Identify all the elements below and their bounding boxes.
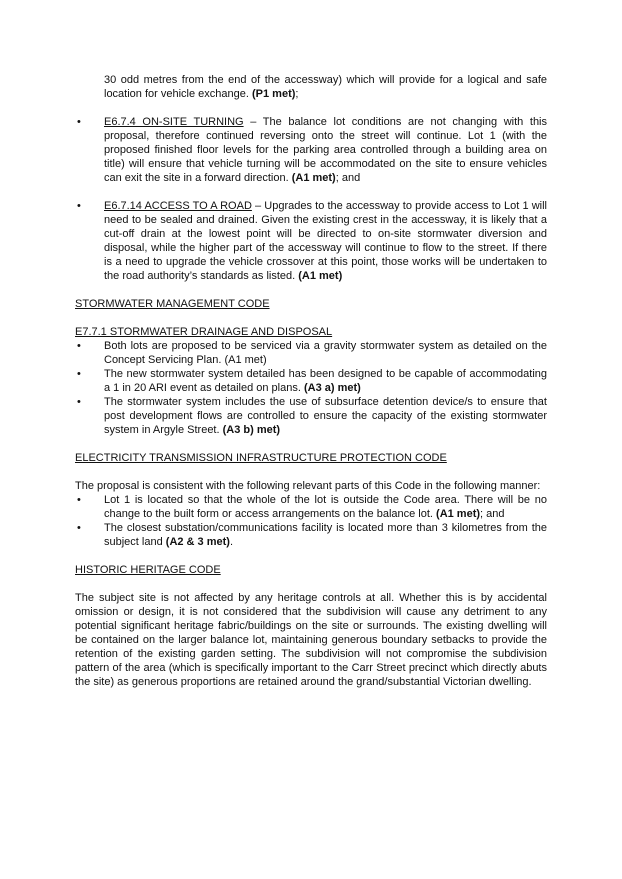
bullet-dot: • (77, 368, 81, 380)
bullet-dot: • (77, 340, 81, 352)
bullet-dot: • (77, 522, 81, 534)
e674-title: E6.7.4 ON-SITE TURNING (104, 116, 244, 128)
electricity-bullet-2-status: (A2 & 3 met) (165, 536, 230, 548)
electricity-bullet-2-text: The closest substation/communications facility is located more than 3 kilometres from the subject land (104, 522, 547, 548)
electricity-intro: The proposal is consistent with the following relevant parts of this Code in the following manner: (75, 480, 541, 492)
stormwater-bullet-3 (75, 395, 547, 437)
electricity-heading: ELECTRICITY TRANSMISSION INFRASTRUCTURE PROTECTION CODE (75, 452, 447, 464)
bullet-dot: • (77, 396, 81, 408)
bullet-e674 (75, 115, 547, 185)
electricity-bullet-2 (75, 521, 547, 549)
e674-status: (A1 met) (291, 172, 336, 184)
stormwater-bullet-2-status: (A3 a) met) (303, 382, 361, 394)
bullet-dot: • (77, 116, 81, 128)
e6714-dash: – (251, 200, 265, 212)
electricity-bullet-1-end: ; and (480, 508, 505, 520)
continuation-status: (P1 met) (252, 88, 296, 100)
heritage-paragraph: The subject site is not affected by any heritage controls at all. Whether this is by accidental omission or design, it is not considered that the subdivision will cause any detriment to any potential significant heritage fabric/buildings on the site or surrounds. The existing dwelling will be contained on the larger balance lot, maintaining generous boundary setbacks to provide the retention of the existing garden setting. The subdivision will not compromise the subdivision pattern of the area (which is specifically important to the Carr Street precinct which directly abuts the site) as generous proportions are retained around the grand/substantial Victorian dwelling. (75, 592, 547, 688)
e6714-title: E6.7.14 ACCESS TO A ROAD (104, 200, 252, 212)
stormwater-bullet-2-text: The new stormwater system detailed has been designed to be capable of accommodating a 1 in 20 ARI event as detailed on plans. (104, 368, 547, 394)
continuation-end: ; (295, 88, 299, 100)
continuation-paragraph (75, 73, 547, 101)
bullet-dot: • (77, 494, 81, 506)
stormwater-bullet-3-status: (A3 b) met) (222, 424, 281, 436)
e674-text: The balance lot conditions are not changing with this proposal, therefore continued reversing onto the street will continue. Lot 1 (with the proposed finished floor levels for the parking area controlled through a building area on title) will ensure that vehicle turning will be accommodated on the site to ensure vehicles can exit the site in a forward direction. (104, 116, 548, 184)
electricity-bullet-1 (75, 493, 547, 521)
e6714-text: Upgrades to the accessway to provide access to Lot 1 will need to be sealed and drained. Given the existing crest in the accessway, it is likely that a cut-off drain at the lowest point will be directed to on-site stormwater diversion and disposal, while the higher part of the accessway will continue to flow to the street. If there is a need to upgrade the vehicle crossover at this point, those works will be undertaken to the road authority’s standards as listed. (104, 200, 547, 282)
bullet-dot: • (77, 200, 81, 212)
stormwater-subheading: E7.7.1 STORMWATER DRAINAGE AND DISPOSAL (75, 326, 333, 338)
stormwater-heading: STORMWATER MANAGEMENT CODE (75, 298, 270, 310)
electricity-bullet-1-text: Lot 1 is located so that the whole of the lot is outside the Code area. There will be no change to the built form or access arrangements on the balance lot. (104, 494, 547, 520)
stormwater-bullet-2 (75, 367, 547, 395)
bullet-e6714 (75, 199, 547, 283)
electricity-bullet-1-status: (A1 met) (436, 508, 481, 520)
e674-dash: – (243, 116, 263, 128)
heritage-heading: HISTORIC HERITAGE CODE (75, 564, 221, 576)
e6714-status: (A1 met) (298, 270, 343, 282)
stormwater-bullet-1 (75, 339, 547, 367)
continuation-text: 30 odd metres from the end of the accessway) which will provide for a logical and safe location for vehicle exchange. (104, 74, 547, 100)
stormwater-bullet-3-text: The stormwater system includes the use of subsurface detention device/s to ensure that post development flows are controlled to ensure the capacity of the existing stormwater system in Argyle Street. (104, 396, 547, 436)
e674-end: ; and (335, 172, 361, 184)
electricity-bullet-2-end: . (229, 536, 234, 548)
stormwater-bullet-1-text: Both lots are proposed to be serviced via a gravity stormwater system as detailed on the Concept Servicing Plan. (A1 met) (104, 340, 547, 366)
